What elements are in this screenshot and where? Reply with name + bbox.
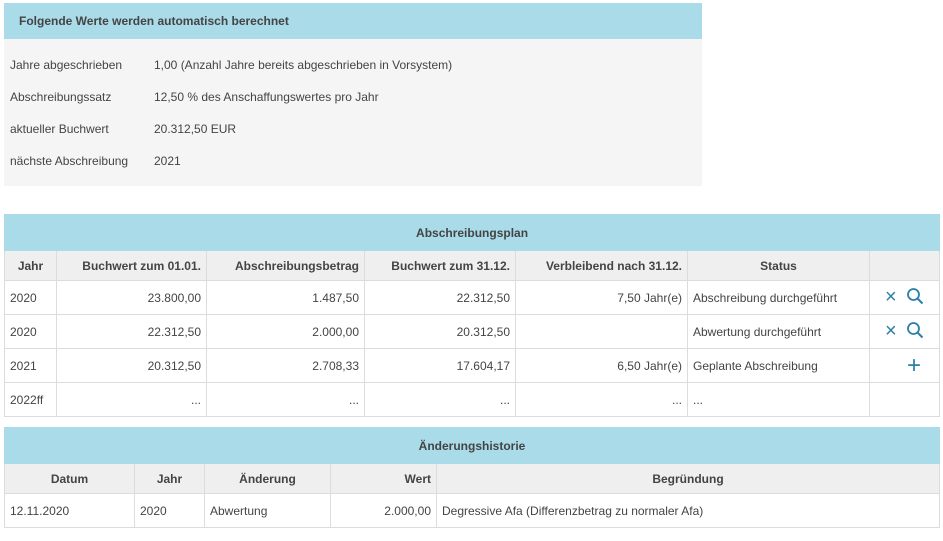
col-header-actions [870, 251, 940, 281]
col-header-status: Status [688, 251, 870, 281]
cell-amount: 1.487,50 [207, 281, 365, 315]
row-actions [870, 349, 940, 383]
row-actions [870, 281, 940, 315]
cell-date: 12.11.2020 [5, 494, 135, 528]
cell-book-start: 20.312,50 [57, 349, 207, 383]
col-header-year: Jahr [135, 464, 205, 494]
cell-reason: Degressive Afa (Differenzbetrag zu normaler Afa) [437, 494, 940, 528]
kv-label: nächste Abschreibung [10, 154, 129, 168]
col-header-book-end: Buchwert zum 31.12. [365, 251, 516, 281]
cell-year: 2021 [5, 349, 57, 383]
col-header-value: Wert [331, 464, 437, 494]
kv-label: Jahre abgeschrieben [10, 58, 123, 72]
add-icon[interactable]: + [907, 351, 922, 379]
cell-book-end: ... [365, 383, 516, 417]
cell-status: Abschreibung durchgeführt [688, 281, 870, 315]
kv-value: 2021 [154, 154, 181, 168]
kv-value: 20.312,50 EUR [154, 122, 237, 136]
cell-book-start: 22.312,50 [57, 315, 207, 349]
cell-book-end: 22.312,50 [365, 281, 516, 315]
cell-year: 2022ff [5, 383, 57, 417]
cell-year: 2020 [5, 315, 57, 349]
col-header-date: Datum [5, 464, 135, 494]
cell-change: Abwertung [205, 494, 331, 528]
table-row [5, 494, 940, 528]
cell-remaining [516, 315, 688, 349]
kv-value: 12,50 % des Anschaffungswertes pro Jahr [154, 90, 379, 104]
cell-status: ... [688, 383, 870, 417]
cell-year: 2020 [135, 494, 205, 528]
table-row [5, 383, 940, 417]
col-header-year: Jahr [5, 251, 57, 281]
col-header-change: Änderung [205, 464, 331, 494]
cell-amount: 2.000,00 [207, 315, 365, 349]
row-actions [870, 383, 940, 417]
close-icon[interactable]: × [885, 320, 897, 342]
col-header-amount: Abschreibungsbetrag [207, 251, 365, 281]
plan-title: Abschreibungsplan [5, 215, 940, 251]
col-header-book-start: Buchwert zum 01.01. [57, 251, 207, 281]
cell-value: 2.000,00 [331, 494, 437, 528]
change-history-table [4, 427, 940, 528]
table-row [5, 349, 940, 383]
auto-calc-title: Folgende Werte werden automatisch berechnet [4, 3, 702, 39]
row-actions [870, 315, 940, 349]
search-icon[interactable] [906, 287, 924, 308]
cell-remaining: ... [516, 383, 688, 417]
cell-remaining: 7,50 Jahr(e) [516, 281, 688, 315]
kv-label: Abschreibungssatz [10, 90, 112, 104]
kv-value: 1,00 (Anzahl Jahre bereits abgeschrieben in Vorsystem) [154, 58, 453, 72]
depreciation-plan-table [4, 214, 940, 417]
search-icon[interactable] [906, 321, 924, 342]
cell-status: Geplante Abschreibung [688, 349, 870, 383]
close-icon[interactable]: × [885, 286, 897, 308]
kv-label: aktueller Buchwert [10, 122, 109, 136]
cell-book-start: ... [57, 383, 207, 417]
cell-amount: 2.708,33 [207, 349, 365, 383]
cell-year: 2020 [5, 281, 57, 315]
cell-status: Abwertung durchgeführt [688, 315, 870, 349]
cell-amount: ... [207, 383, 365, 417]
cell-book-end: 17.604,17 [365, 349, 516, 383]
auto-calc-panel [4, 3, 702, 186]
cell-remaining: 6,50 Jahr(e) [516, 349, 688, 383]
history-title: Änderungshistorie [5, 428, 940, 464]
table-row [5, 315, 940, 349]
table-row [5, 281, 940, 315]
col-header-remaining: Verbleibend nach 31.12. [516, 251, 688, 281]
cell-book-end: 20.312,50 [365, 315, 516, 349]
col-header-reason: Begründung [437, 464, 940, 494]
cell-book-start: 23.800,00 [57, 281, 207, 315]
